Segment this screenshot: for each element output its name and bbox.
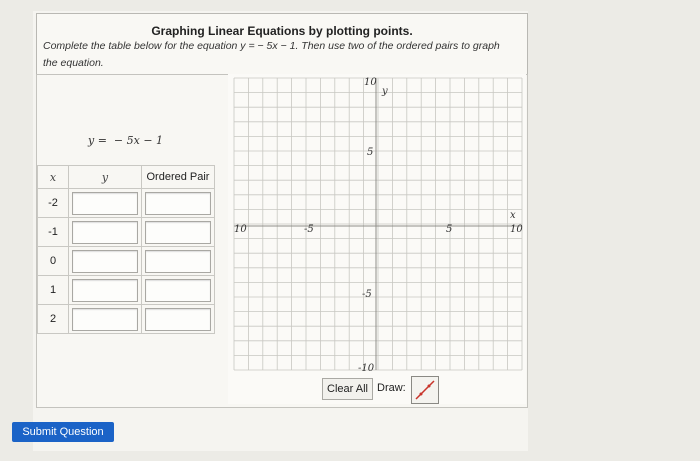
x-value: 1	[38, 276, 69, 305]
grid-lines	[234, 78, 522, 370]
table-row	[38, 247, 215, 276]
graph-canvas[interactable]	[228, 74, 526, 404]
y-axis-label: y	[382, 86, 388, 97]
draw-label: Draw:	[377, 382, 406, 394]
table-row	[38, 276, 215, 305]
y-input[interactable]	[72, 221, 138, 244]
table-row	[38, 189, 215, 218]
table-row	[38, 218, 215, 247]
question-instructions: Complete the table below for the equation y = − 5x − 1. Then use two of the ordered pairs to graph the equation.	[43, 40, 500, 69]
x-value: 2	[38, 305, 69, 334]
x-min-label: 10	[234, 224, 247, 235]
ordered-pair-input[interactable]	[145, 192, 211, 215]
y-max-label: 10	[364, 77, 377, 88]
y-pos5-label: 5	[367, 147, 374, 158]
table-header-y: y	[69, 166, 142, 189]
x-pos5-label: 5	[446, 224, 453, 235]
line-tool-icon	[412, 377, 438, 403]
table-header-row	[38, 166, 215, 189]
x-axis-label: x	[510, 210, 516, 221]
table-header-ordered-pair: Ordered Pair	[142, 166, 215, 189]
table-row	[38, 305, 215, 334]
table-header-x: x	[38, 166, 69, 189]
y-neg5-label: -5	[362, 289, 372, 300]
question-title: Graphing Linear Equations by plotting points.	[151, 24, 413, 38]
values-table	[37, 165, 215, 334]
y-min-label: -10	[358, 363, 375, 374]
x-value: 0	[38, 247, 69, 276]
coordinate-graph[interactable]	[228, 74, 526, 404]
x-neg5-label: -5	[304, 224, 314, 235]
x-value: -2	[38, 189, 69, 218]
y-input[interactable]	[72, 308, 138, 331]
y-input[interactable]	[72, 279, 138, 302]
x-max-label: 10	[510, 224, 523, 235]
y-input[interactable]	[72, 250, 138, 273]
x-value: -1	[38, 218, 69, 247]
ordered-pair-input[interactable]	[145, 308, 211, 331]
clear-all-button[interactable]: Clear All	[322, 378, 373, 400]
ordered-pair-input[interactable]	[145, 221, 211, 244]
submit-question-button[interactable]: Submit Question	[12, 422, 114, 442]
y-input[interactable]	[72, 192, 138, 215]
line-draw-tool[interactable]	[411, 376, 439, 404]
equation-label: y = − 5x − 1	[88, 134, 164, 147]
question-header	[36, 13, 528, 76]
ordered-pair-input[interactable]	[145, 279, 211, 302]
ordered-pair-input[interactable]	[145, 250, 211, 273]
